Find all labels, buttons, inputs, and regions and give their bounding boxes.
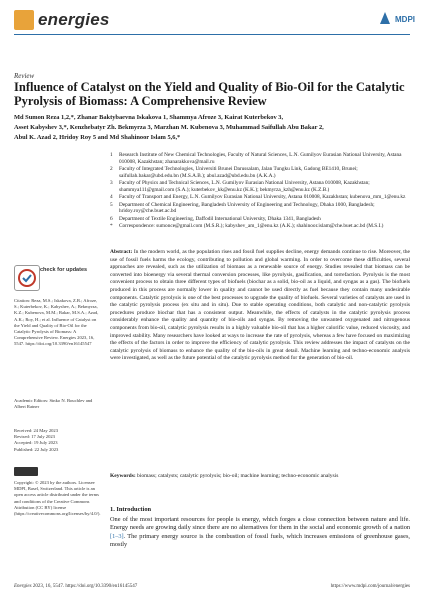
publication-dates bbox=[14, 428, 100, 453]
keywords-label: Keywords: bbox=[110, 473, 136, 479]
affiliation-item: 4 Faculty of Transport and Energy, L.N. Gumilyov Eurasian National University, Astana 010008, Kazakhstan; kubenova_mm_1@enu.kz bbox=[110, 194, 406, 200]
published-date: Published: 22 July 2023 bbox=[14, 446, 59, 452]
author-list bbox=[14, 113, 410, 143]
received-date: Received: 24 May 2023 bbox=[14, 428, 59, 433]
footer-journal: Energies bbox=[14, 584, 32, 589]
academic-editors: Academic Editors: Sinko N. Bouchlev and Albert Ratner bbox=[14, 398, 93, 410]
footer-journal-url[interactable]: https://www.mdpi.com/journal/energies bbox=[330, 584, 410, 589]
affiliations bbox=[110, 152, 410, 231]
journal-logo-icon bbox=[14, 10, 34, 30]
abstract-label: Abstract: bbox=[110, 249, 133, 255]
journal-name: energies bbox=[38, 10, 110, 29]
author-line-2: Asset Kabyshev 3,*, Kenzhebatyr Zh. Bekmyrza 3, Marzhan M. Kubenova 3, Muhammad Saifullah Abu Bakar 2, bbox=[14, 124, 324, 131]
author-line-3: Abul K. Azad 2, Hridoy Roy 5 and Md Shahinoor Islam 5,6,* bbox=[14, 134, 181, 141]
reference-link[interactable]: [1–3] bbox=[110, 532, 124, 540]
footer-cite[interactable]: 2023, 16, 5547. https://doi.org/10.3390/en16145547 bbox=[32, 584, 138, 589]
citation-block: Citation: Reza, M.S.; Iskakova, Z.B.; Afroze, S.; Kuterbekov, K.; Kabyshev, A.; Bekmyrza, K.Z.; Kubenova, M.M.; Bakar, M.S.A.; Azad, A.K.; Roy, H.; et al. Influence of Catalyst on the Yield and Quality of Bio-Oil for the Catalytic Pyrolysis of Biomass: A Comprehensive Review. Energies 2023, 16, 5547. https://doi.org/10.3390/en16145547 bbox=[14, 298, 99, 347]
affiliation-item: 5 Department of Chemical Engineering, Bangladesh University of Engineering and Technology, Dhaka 1000, Bangladesh; hridoy.roy@che.buet.ac.bd bbox=[110, 201, 375, 214]
intro-paragraph: One of the most important resources for people is energy, which forges a close connection between nature and life. Energy needs are growing daily since there are no alternatives for them in the social and economic growth of a nation [1–3]. The primary energy source is the combustion of fossil fuels, which increases emissions of greenhouse gases, mostly bbox=[110, 516, 410, 549]
affiliation-item: 1 Research Institute of New Chemical Technologies, Faculty of Natural Sciences, L.N. Gumilyov Eurasian National University, Astana 010008, Kazakhstan; zhanarakkova@mail.ru bbox=[110, 152, 402, 165]
affiliation-item: 2 Faculty of Integrated Technologies, Universiti Brunei Darussalam, Jalan Tungku Link, Gadong BE1410, Brunei; saifullah.bakar@ubd.edu.bn (M.S.A.B.); abul.azad@ubd.edu.bn (A.K.A.) bbox=[110, 166, 358, 179]
keywords-text: biomass; catalysts; catalytic pyrolysis; bio-oil; machine learning; techno-economic analysis bbox=[137, 473, 339, 479]
article-type: Review bbox=[14, 72, 35, 80]
revised-date: Revised: 17 July 2023 bbox=[14, 434, 55, 440]
accepted-date: Accepted: 19 July 2023 bbox=[14, 440, 58, 446]
abstract bbox=[110, 249, 410, 363]
author-line-1: Md Sumon Reza 1,2,*, Zhanar Baktybaevna Iskakova 1, Shammya Afroze 3, Kairat Kuterbekov 3, bbox=[14, 114, 284, 121]
check-updates-link[interactable]: check for updates bbox=[40, 267, 88, 273]
affiliation-item: 6 Department of Textile Engineering, Daffodil International University, Dhaka 1341, Bangladesh bbox=[110, 215, 321, 222]
check-updates-icon[interactable] bbox=[14, 265, 40, 291]
copyright-notice: Copyright: © 2023 by the authors. Licensee MDPI, Basel, Switzerland. This article is an open access article distributed under the terms and conditions of the Creative Commons Attribution (CC BY) license (https://creativecommons.org/licenses/by/4.0/). bbox=[14, 480, 101, 517]
affiliation-item: 3 Faculty of Physics and Technical Sciences, L.N. Gumilyov Eurasian National University, Astana 010008, Kazakhstan; shammya111@gmail.com (S.A.); kuterbekov_kk@enu.kz (K.K.); bekmyrza_kzh@enu.kz (K.Z.B.) bbox=[110, 180, 370, 193]
header-rule bbox=[14, 34, 410, 35]
section-heading: 1. Introduction bbox=[110, 506, 152, 513]
mdpi-logo-icon bbox=[376, 8, 415, 28]
abstract-text: In the modern world, as the population rises and fossil fuel supplies decline, energy demands continue to rise. Moreover, the use of fossil fuels harms the ecology, contributing to pollution and global warming. In order to overcome these difficulties, several approaches are revealed, such as the utilization of biomass as a renewable source of energy. Studies revealed that biomass can be converted into bioenergy via several thermal conversion processes, like pyrolysis, gasification, and torrefaction. Pyrolysis is the most convenient process to obtain three different types of biofuels (biochar as a solid, bio-oil as a liquid, and syngas as a gas). The biofuels produced in this process are normally lower in quality and cannot be used directly as fuel because they contain many undesirable components. Catalytic pyrolysis is one of the best processes to upgrade the quality of biofuels. Several varieties of catalysts are used in the catalytic pyrolysis process (ex situ and in situ). Due to stable operating conditions, both catalytic and non-catalytic pyrolysis procedures produce biochar that has a consistent output. Meanwhile, the effects of catalysts in the catalytic pyrolysis process considerably enhance the quality and quantity of bio-oils and syngas. By removing the unwanted oxygenated and nitrogenous components from bio-oil, catalytic pyrolysis results in a highly valuable bio-oil that has a higher calorific value, reduced viscosity, and improved stability. Many researchers have looked at ways to increase the rate of pyrolysis, whereas a few have focused on maximizing the effects of the factors in order to improve the efficiency of catalytic pyrolysis. This review addresses the impact of catalysts on the catalytic pyrolysis of biomass to enhance the quality of the bio-oils in great detail. Machine learning and techno-economic analysis were investigated, as well as the future potential of the catalytic pyrolysis method for the generation of bio-oil. bbox=[110, 249, 410, 362]
mdpi-wordmark: MDPI bbox=[395, 15, 415, 24]
article-title: Influence of Catalyst on the Yield and Quality of Bio-Oil for the Catalytic Pyrolysis of Biomass: A Comprehensive Review bbox=[14, 80, 405, 108]
correspondence: * Correspondence: sumonce@gmail.com (M.S.R.); kabyshev_am_1@enu.kz (A.K.); shahinoor.islam@che.buet.ac.bd (M.S.I.) bbox=[110, 223, 384, 229]
keywords bbox=[110, 473, 410, 480]
cc-by-license-icon[interactable] bbox=[14, 467, 38, 476]
footer-citation bbox=[14, 584, 137, 589]
